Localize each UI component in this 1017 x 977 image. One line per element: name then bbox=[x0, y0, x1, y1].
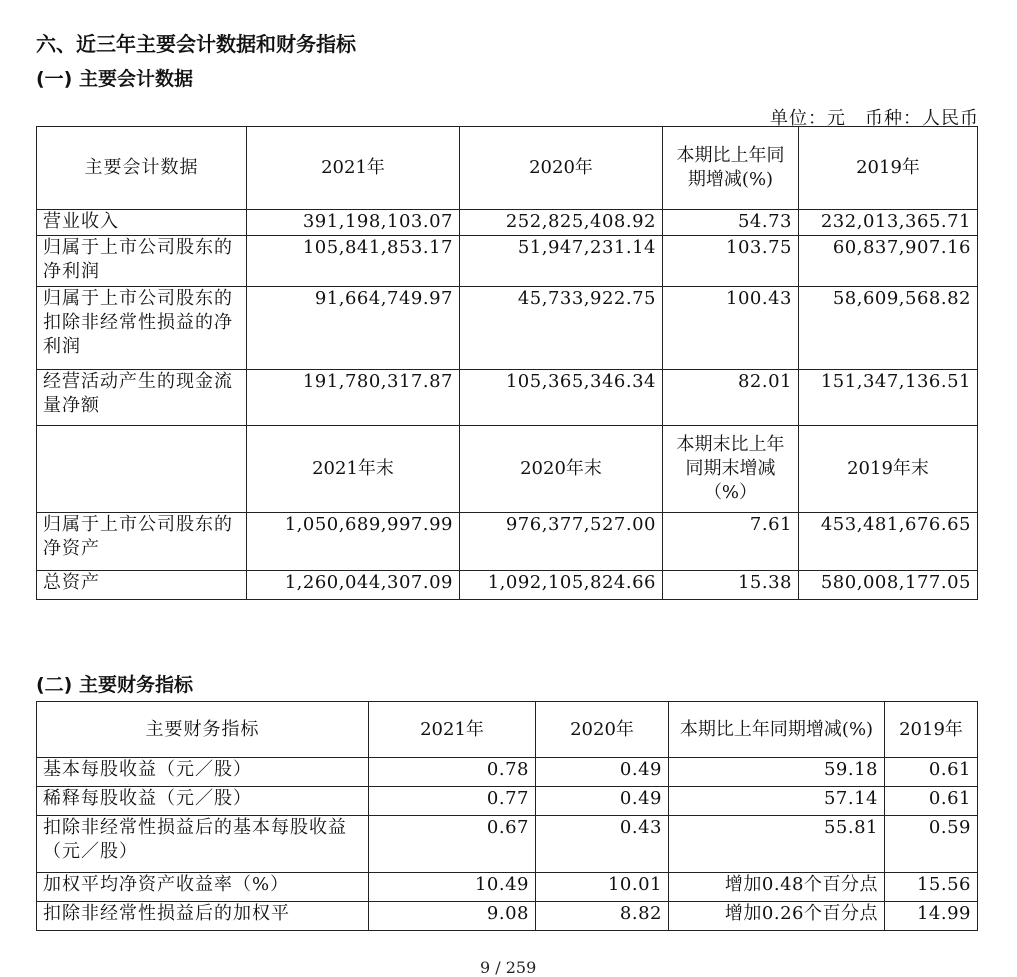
value-cell: 15.56 bbox=[885, 873, 978, 902]
value-cell: 10.49 bbox=[369, 873, 536, 902]
value-cell: 252,825,408.92 bbox=[460, 210, 663, 236]
page-number: 9 / 259 bbox=[480, 958, 537, 977]
value-cell: 82.01 bbox=[663, 370, 799, 426]
row-label: 经营活动产生的现金流量净额 bbox=[37, 370, 247, 426]
value-cell: 51,947,231.14 bbox=[460, 236, 663, 287]
value-cell: 14.99 bbox=[885, 902, 978, 931]
value-cell: 91,664,749.97 bbox=[247, 287, 460, 370]
value-cell: 453,481,676.65 bbox=[799, 513, 978, 571]
value-cell: 45,733,922.75 bbox=[460, 287, 663, 370]
value-cell: 59.18 bbox=[669, 758, 885, 787]
table-header-row bbox=[37, 127, 978, 210]
table-row bbox=[37, 902, 978, 931]
value-cell: 232,013,365.71 bbox=[799, 210, 978, 236]
header-cell: 2020年 bbox=[536, 702, 669, 758]
value-cell: 391,198,103.07 bbox=[247, 210, 460, 236]
value-cell: 191,780,317.87 bbox=[247, 370, 460, 426]
table-row bbox=[37, 210, 978, 236]
header-cell: 本期比上年同期增减(%) bbox=[669, 702, 885, 758]
header-cell: 本期末比上年同期末增减（%） bbox=[663, 426, 799, 513]
value-cell: 105,365,346.34 bbox=[460, 370, 663, 426]
value-cell: 0.59 bbox=[885, 816, 978, 873]
table-header-row bbox=[37, 702, 978, 758]
value-cell: 0.67 bbox=[369, 816, 536, 873]
header-cell bbox=[37, 426, 247, 513]
accounting-data-table bbox=[36, 126, 978, 600]
value-cell: 增加0.26个百分点 bbox=[669, 902, 885, 931]
table-row bbox=[37, 758, 978, 787]
row-label: 加权平均净资产收益率（%） bbox=[37, 873, 369, 902]
table-row bbox=[37, 571, 978, 600]
table-row bbox=[37, 873, 978, 902]
table-row bbox=[37, 816, 978, 873]
value-cell: 580,008,177.05 bbox=[799, 571, 978, 600]
value-cell: 1,092,105,824.66 bbox=[460, 571, 663, 600]
header-cell: 2020年末 bbox=[460, 426, 663, 513]
row-label: 总资产 bbox=[37, 571, 247, 600]
value-cell: 0.78 bbox=[369, 758, 536, 787]
table-row bbox=[37, 370, 978, 426]
value-cell: 60,837,907.16 bbox=[799, 236, 978, 287]
value-cell: 151,347,136.51 bbox=[799, 370, 978, 426]
row-label: 归属于上市公司股东的扣除非经常性损益的净利润 bbox=[37, 287, 247, 370]
value-cell: 7.61 bbox=[663, 513, 799, 571]
value-cell: 10.01 bbox=[536, 873, 669, 902]
row-label: 归属于上市公司股东的净利润 bbox=[37, 236, 247, 287]
table-row bbox=[37, 236, 978, 287]
value-cell: 976,377,527.00 bbox=[460, 513, 663, 571]
value-cell: 0.77 bbox=[369, 787, 536, 816]
table-row bbox=[37, 287, 978, 370]
value-cell: 1,050,689,997.99 bbox=[247, 513, 460, 571]
value-cell: 15.38 bbox=[663, 571, 799, 600]
header-cell: 2021年 bbox=[247, 127, 460, 210]
row-label: 基本每股收益（元／股） bbox=[37, 758, 369, 787]
value-cell: 0.49 bbox=[536, 758, 669, 787]
table-header-row-2 bbox=[37, 426, 978, 513]
header-cell: 2020年 bbox=[460, 127, 663, 210]
value-cell: 0.43 bbox=[536, 816, 669, 873]
subsection-title-accounting: (一) 主要会计数据 bbox=[36, 68, 193, 90]
header-cell: 2019年 bbox=[885, 702, 978, 758]
header-cell: 2019年 bbox=[799, 127, 978, 210]
financial-indicators-table bbox=[36, 701, 978, 931]
header-cell: 本期比上年同期增减(%) bbox=[663, 127, 799, 210]
header-cell: 主要财务指标 bbox=[37, 702, 369, 758]
value-cell: 8.82 bbox=[536, 902, 669, 931]
section-title: 六、近三年主要会计数据和财务指标 bbox=[36, 32, 356, 56]
row-label: 营业收入 bbox=[37, 210, 247, 236]
unit-currency-label: 单位：元 币种：人民币 bbox=[770, 108, 979, 129]
value-cell: 9.08 bbox=[369, 902, 536, 931]
header-cell: 2021年 bbox=[369, 702, 536, 758]
value-cell: 105,841,853.17 bbox=[247, 236, 460, 287]
row-label: 扣除非经常性损益后的基本每股收益（元／股） bbox=[37, 816, 369, 873]
row-label: 扣除非经常性损益后的加权平 bbox=[37, 902, 369, 931]
value-cell: 0.61 bbox=[885, 787, 978, 816]
subsection-title-financial: (二) 主要财务指标 bbox=[36, 674, 193, 696]
value-cell: 58,609,568.82 bbox=[799, 287, 978, 370]
value-cell: 55.81 bbox=[669, 816, 885, 873]
value-cell: 100.43 bbox=[663, 287, 799, 370]
value-cell: 增加0.48个百分点 bbox=[669, 873, 885, 902]
header-cell: 2021年末 bbox=[247, 426, 460, 513]
row-label: 稀释每股收益（元／股） bbox=[37, 787, 369, 816]
value-cell: 103.75 bbox=[663, 236, 799, 287]
value-cell: 0.61 bbox=[885, 758, 978, 787]
table-row bbox=[37, 513, 978, 571]
header-cell: 主要会计数据 bbox=[37, 127, 247, 210]
header-cell: 2019年末 bbox=[799, 426, 978, 513]
row-label: 归属于上市公司股东的净资产 bbox=[37, 513, 247, 571]
table-row bbox=[37, 787, 978, 816]
value-cell: 0.49 bbox=[536, 787, 669, 816]
value-cell: 57.14 bbox=[669, 787, 885, 816]
value-cell: 1,260,044,307.09 bbox=[247, 571, 460, 600]
value-cell: 54.73 bbox=[663, 210, 799, 236]
